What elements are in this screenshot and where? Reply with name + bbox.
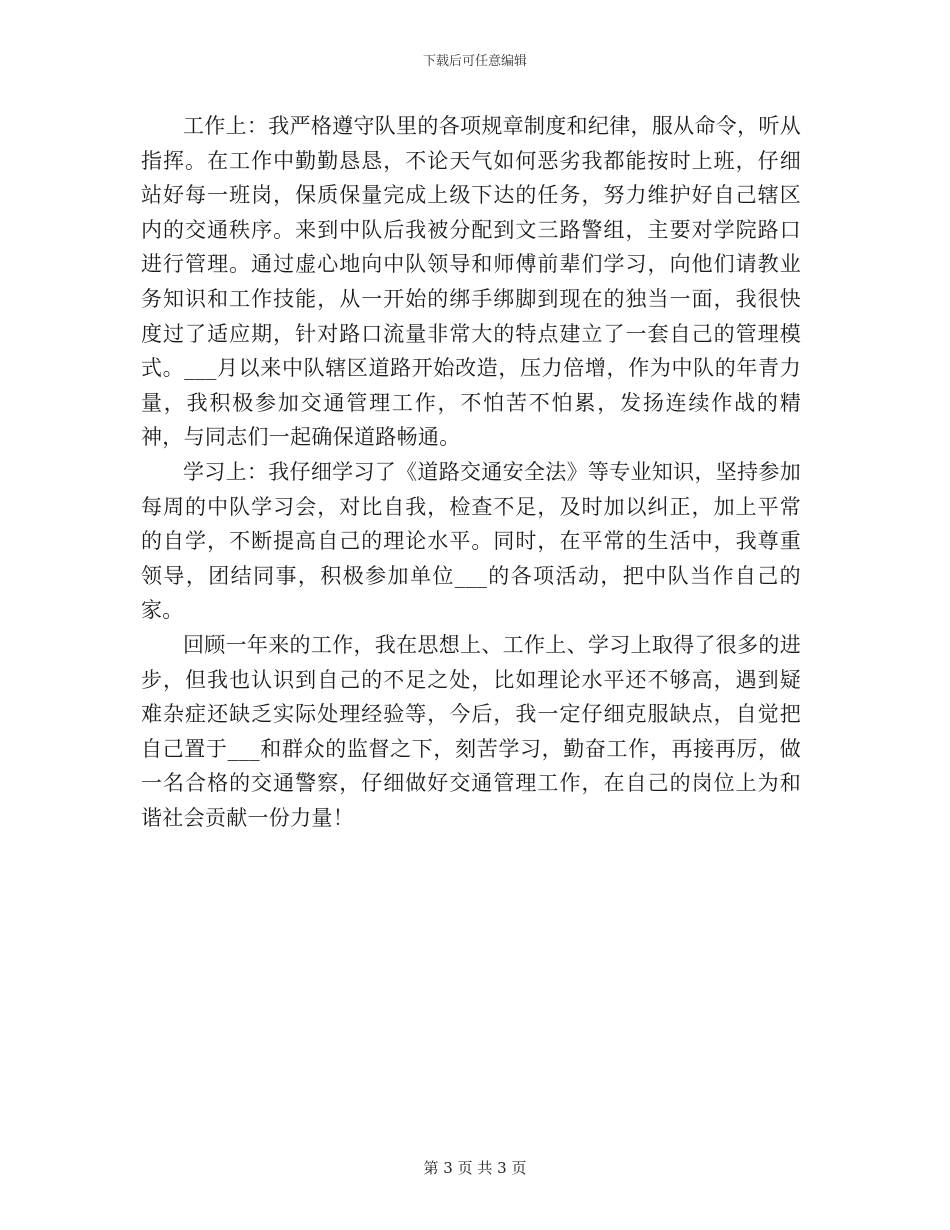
- page-number: 第 3 页 共 3 页: [423, 1159, 527, 1177]
- document-body: [141, 109, 801, 835]
- paragraph-work: 工作上：我严格遵守队里的各项规章制度和纪律，服从命令，听从指挥。在工作中勤勤恳恳，不论天气如何恶劣我都能按时上班，仔细站好每一班岗，保质保量完成上级下达的任务，努力维护好自己辖区内的交通秩序。来到中队后我被分配到文三路警组，主要对学院路口进行管理。通过虚心地向中队领导和师傅前辈们学习，向他们请教业务知识和工作技能，从一开始的绑手绑脚到现在的独当一面，我很快度过了适应期，针对路口流量非常大的特点建立了一套自己的管理模式。___月以来中队辖区道路开始改造，压力倍增，作为中队的年青力量，我积极参加交通管理工作，不怕苦不怕累，发扬连续作战的精神，与同志们一起确保道路畅通。: [141, 114, 801, 450]
- paragraph-study: 学习上：我仔细学习了《道路交通安全法》等专业知识，坚持参加每周的中队学习会，对比自我，检查不足，及时加以纠正，加上平常的自学，不断提高自己的理论水平。同时，在平常的生活中，我尊重领导，团结同事，积极参加单位___的各项活动，把中队当作自己的家。: [141, 459, 801, 623]
- paragraph-review: 回顾一年来的工作，我在思想上、工作上、学习上取得了很多的进步，但我也认识到自己的不足之处，比如理论水平还不够高，遇到疑难杂症还缺乏实际处理经验等，今后，我一定仔细克服缺点，自觉把自己置于___和群众的监督之下，刻苦学习，勤奋工作，再接再厉，做一名合格的交通警察，仔细做好交通管理工作，在自己的岗位上为和谐社会贡献一份力量！: [141, 632, 801, 830]
- page-header: 下载后可任意编辑: [422, 54, 527, 69]
